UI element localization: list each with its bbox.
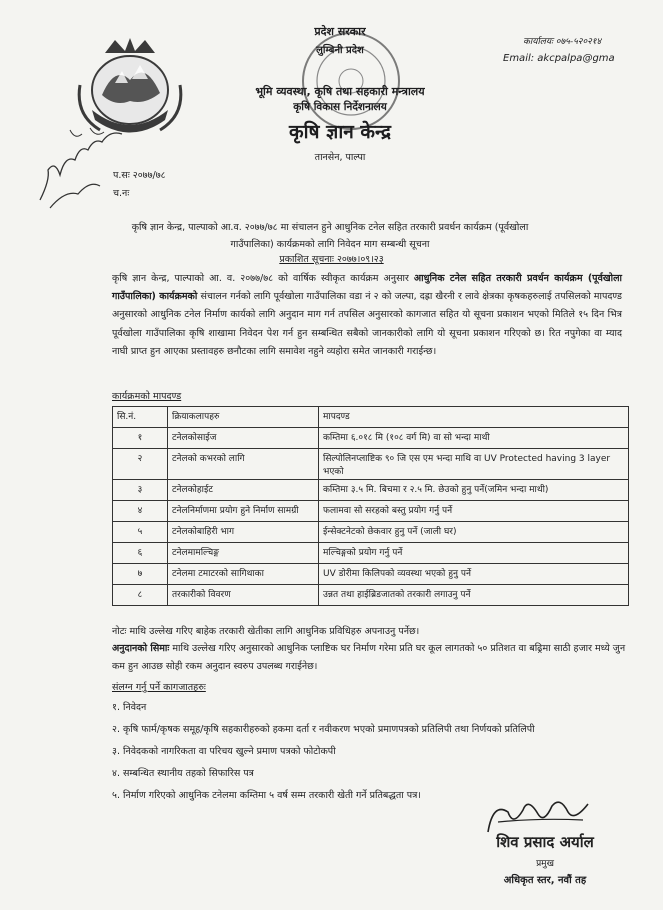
row-activity: टनेलमामल्चिङ्ग	[168, 543, 319, 564]
row-activity: टनेलको कभरको लागि	[168, 449, 319, 480]
list-item: २. कृषि फार्म/कृषक समूह/कृषि सहकारीहरुको हकमा दर्ता र नवीकरण भएको प्रमाणपत्रको प्रतिलिपी तथा निर्णयको प्रतिलिपी	[112, 724, 535, 735]
table-row	[113, 564, 629, 585]
list-item: ४. सम्बन्धित स्थानीय तहको सिफारिस पत्र	[112, 768, 254, 779]
row-number: २	[113, 449, 168, 480]
office-line-ministry: भूमि व्यवस्था, कृषि तथा सहकारी मन्त्रालय	[255, 85, 425, 98]
row-criteria: कम्तिमा ६.०१८ मि (१०८ वर्ग मि) वा सो भन्दा माथी	[319, 428, 629, 449]
row-criteria: फलामवा सो सरहको बस्तु प्रयोग गर्नु पर्ने	[319, 501, 629, 522]
row-criteria: मल्चिङ्गको प्रयोग गर्नु पर्ने	[319, 543, 629, 564]
subsidy-limit	[112, 640, 632, 676]
row-activity: टनेलकोहाईट	[168, 480, 319, 501]
row-criteria: ईन्सेक्टनेटको छेकवार हुनु पर्ने (जाली घर)	[319, 522, 629, 543]
notice-body	[112, 270, 622, 361]
row-activity: टनेलकोबाहिरी भाग	[168, 522, 319, 543]
table-row	[113, 522, 629, 543]
table-row	[113, 449, 629, 480]
table-row	[113, 501, 629, 522]
table-row	[113, 585, 629, 606]
office-email: Email: akcpalpa@gma	[503, 53, 615, 64]
dispatch-number: च.नः	[113, 188, 130, 199]
table-row	[113, 480, 629, 501]
row-number: ६	[113, 543, 168, 564]
row-number: ७	[113, 564, 168, 585]
row-number: ३	[113, 480, 168, 501]
row-criteria: सिल्पोलिनप्लाष्टिक ९० जि एस एम भन्दा माथि वा UV Protected having 3 layer भएको	[319, 449, 629, 480]
column-header-activity: क्रियाकलापहरु	[168, 407, 319, 428]
row-criteria: UV डोरीमा किलिपको व्यवस्था भएको हुनु पर्ने	[319, 564, 629, 585]
office-name: कृषि ज्ञान केन्द्र	[289, 121, 391, 143]
signatory-rank: अधिकृत स्तर, नवौं तह	[503, 875, 587, 886]
row-number: १	[113, 428, 168, 449]
office-line-province: प्रदेश सरकार	[314, 25, 366, 38]
criteria-table	[112, 406, 629, 606]
reference-number: प.सः २०७७/७८	[113, 170, 166, 181]
table-header-row	[113, 407, 629, 428]
row-criteria: उन्नत तथा हाईब्रिडजातको तरकारी लगाउनु पर्ने	[319, 585, 629, 606]
row-activity: तरकारीको विवरण	[168, 585, 319, 606]
office-line-directorate: कृषि विकास निर्देशनालय	[293, 101, 387, 113]
note-text: नोटः माथि उल्लेख गरिए बाहेक तरकारी खेतीका लागि आधुनिक प्रविधिहरु अपनाउनु पर्नेछ।	[112, 626, 420, 637]
column-header-criteria: मापदण्ड	[319, 407, 629, 428]
contact-block	[503, 34, 663, 64]
list-item: ३. निवेदकको नागरिकता वा परिचय खुल्ने प्रमाण पत्रको फोटोकपी	[112, 746, 336, 757]
subsidy-text: माथि उल्लेख गरिए अनुसारको आधुनिक प्लाष्टिक घर निर्माण गरेमा प्रति घर कूल लागतको ५० प्रतिशत वा बढ्रिमा साठी हजार मध्ये जुन कम हुन आउछ सोही रकम अनुदान स्वरुप उपलब्ध गराईनेछ।	[112, 643, 626, 672]
list-item: १. निवेदन	[112, 702, 147, 713]
body-lead: कृषि ज्ञान केन्द्र, पाल्पाको आ. व. २०७७/७८ को वार्षिक स्वीकृत कार्यक्रम अनुसार	[112, 273, 414, 284]
signatory-name: शिव प्रसाद अर्याल	[496, 833, 594, 851]
notice-subject: कृषि ज्ञान केन्द्र, पाल्पाको आ.व. २०७७/७८ मा संचालन हुने आधुनिक टनेल सहित तरकारी प्रवर्धन कार्यक्रम (पूर्वखोला गाउँपालिका) कार्यक्रमको लागि निवेदन माग सम्बन्धी सूचना	[131, 222, 529, 250]
signatory-title: प्रमुख	[536, 859, 554, 869]
office-address: तानसेन, पाल्पा	[314, 152, 366, 163]
list-item: ५. निर्माण गरिएको आधुनिक टनेलमा कम्तिमा ५ वर्ष सम्म तरकारी खेती गर्ने प्रतिबद्धता पत्र।	[112, 790, 422, 801]
row-criteria: कम्तिमा ३.५ मि. बिचमा र २.५ मि. छेउको हुनु पर्ने(जमिन भन्दा माथी)	[319, 480, 629, 501]
office-phone: कार्यालयः ०७५-५२०२१४	[523, 37, 602, 47]
row-number: ५	[113, 522, 168, 543]
row-activity: टनेलनिर्माणमा प्रयोग हुने निर्माण सामग्री	[168, 501, 319, 522]
column-header-sn: सि.नं.	[113, 407, 168, 428]
body-program-name: आधुनिक टनेल सहित तरकारी प्रवर्धन कार्यक्रम (पूर्वखोला गाउँपालिका) कार्यक्रमको	[112, 273, 622, 303]
body-rest: संचालन गर्नको लागि पूर्वखोला गाउँपालिका वडा नं २ को जल्पा, दह्रा खैरनी र लावे क्षेत्रका कृषकहरुलाई तपसिलको मापदण्ड अनुसारको आधुनिक टनेल निर्माण कार्यको लागि अनुदान माग गर्न तपसिल अनुसारको कागजात सहित यो सूचना प्रकाशन भएको मितिले १५ दिन भित्र पूर्वखोला गाउँपालिका कृषि शाखामा निवेदन पेश गर्न हुन सम्बन्धित सबैको जानकारीको लागि यो सूचना प्रकाशन गरिएको छ। रित नपुगेका वा म्याद नाघी प्राप्त हुन आएका प्रस्तावहरु छनौटका लागि समावेश नहुने व्यहोरा समेत जानकारी गराईन्छ।	[112, 291, 622, 357]
row-activity: टनेलकोसाईज	[168, 428, 319, 449]
subsidy-label: अनुदानको सिमाः	[112, 643, 170, 654]
row-activity: टनेलमा टमाटरको सागिथाका	[168, 564, 319, 585]
office-line-province-name: लुम्बिनी प्रदेश	[316, 45, 364, 56]
row-number: ८	[113, 585, 168, 606]
attachments-title: संलग्न गर्नु पर्ने कागजातहरुः	[112, 682, 206, 693]
criteria-title: कार्यक्रमको मापदण्ड	[112, 391, 182, 402]
table-row	[113, 543, 629, 564]
published-notice-number: प्रकाशित सूचनाः २०७७।०९।२३	[279, 254, 384, 265]
row-number: ४	[113, 501, 168, 522]
table-row	[113, 428, 629, 449]
